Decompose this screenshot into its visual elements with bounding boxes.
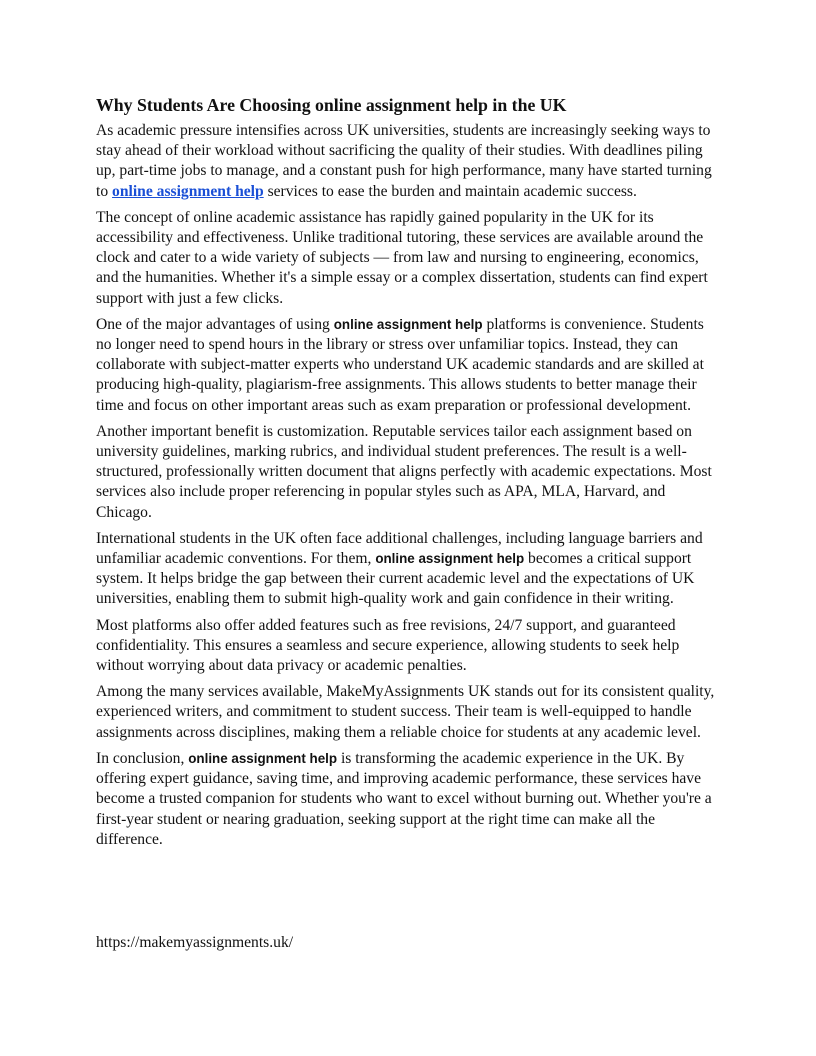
keyword-bold: online assignment help — [333, 316, 483, 332]
paragraph-intro-text-after: services to ease the burden and maintain academic success. — [263, 182, 637, 200]
paragraph-customization: Another important benefit is customization. Reputable services tailor each assignment based on university guidelines, marking rubrics, and individual student preferences. The result is a well-structured, professionally written document that aligns perfectly with academic expectations. Most services also include proper referencing in popular styles such as APA, MLA, Harvard, and Chicago. — [96, 422, 712, 521]
paragraph-conclusion — [96, 749, 721, 850]
document-title: Why Students Are Choosing online assignment help in the UK — [96, 95, 567, 115]
paragraph-international-text-after: becomes a critical support system. It helps bridge the gap between their current academic level and the expectations of UK universities, enabling them to submit high-quality work and gain confidence in their writing. — [96, 550, 695, 608]
document-body — [96, 94, 721, 856]
paragraph-international-text-before: International students in the UK often face additional challenges, including language barriers and unfamiliar academic conventions. For them, — [96, 529, 703, 568]
paragraph-international — [96, 529, 721, 610]
paragraph-concept: The concept of online academic assistance has rapidly gained popularity in the UK for its accessibility and effectiveness. Unlike traditional tutoring, these services are available around the clock and cater to a wide variety of subjects — from law and nursing to engineering, economics, and the humanities. Whether it's a simple essay or a complex dissertation, students can find expert support with just a few clicks. — [96, 208, 708, 307]
paragraph-convenience-text-after: platforms is convenience. Students no longer need to spend hours in the library or stress over unfamiliar topics. Instead, they can collaborate with subject-matter experts who understand UK academic standards and are skilled at producing high-quality, plagiarism-free assignments. This allows students to better manage their time and focus on other important areas such as exam preparation or professional development. — [96, 315, 704, 414]
online-assignment-help-link[interactable]: online assignment help — [112, 182, 264, 200]
paragraph-intro — [96, 121, 721, 202]
paragraph-convenience — [96, 315, 721, 416]
keyword-bold: online assignment help — [188, 750, 338, 766]
keyword-bold: online assignment help — [375, 551, 525, 567]
paragraph-features: Most platforms also offer added features such as free revisions, 24/7 support, and guaranteed confidentiality. This ensures a seamless and secure experience, allowing students to seek help without worrying about data privacy or academic penalties. — [96, 616, 680, 675]
paragraph-conclusion-text-after: is transforming the academic experience in the UK. By offering expert guidance, saving time, and improving academic performance, these services have become a trusted companion for students who want to excel without burning out. Whether you're a first-year student or nearing graduation, seeking support at the right time can make all the difference. — [96, 749, 712, 848]
paragraph-convenience-text-before: One of the major advantages of using — [96, 315, 334, 333]
paragraph-makemyassignments: Among the many services available, MakeMyAssignments UK stands out for its consistent quality, experienced writers, and commitment to student success. Their team is well-equipped to handle assignments across disciplines, making them a reliable choice for students at any academic level. — [96, 683, 715, 741]
paragraph-intro-text-before: As academic pressure intensifies across UK universities, students are increasingly seeking ways to stay ahead of their workload without sacrificing the quality of their studies. With deadlines piling up, part-time jobs to manage, and a constant push for high performance, many have started turning to — [96, 122, 712, 200]
paragraph-conclusion-text-before: In conclusion, — [96, 749, 189, 767]
footer-url: https://makemyassignments.uk/ — [96, 934, 294, 951]
